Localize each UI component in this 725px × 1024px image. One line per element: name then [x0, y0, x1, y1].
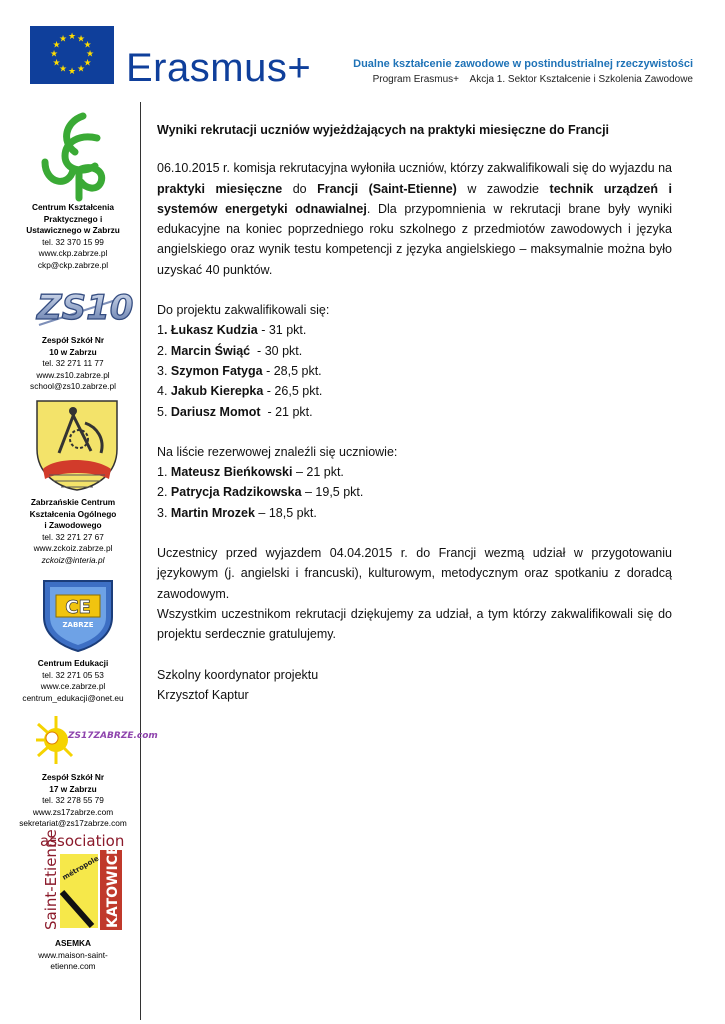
svg-text:★: ★	[52, 40, 61, 51]
svg-text:métropole: métropole	[61, 854, 101, 882]
svg-text:★: ★	[58, 64, 68, 75]
svg-text:ZS10: ZS10	[37, 288, 134, 328]
svg-text:Saint-Etienne: Saint-Etienne	[42, 829, 60, 930]
zckoiz-name: Zabrzańskie Centrum Kształcenia Ogólnego i Zawodowego	[29, 497, 117, 530]
page-title: Wyniki rekrutacji uczniów wyjeżdżających na praktyki miesięczne do Francji	[157, 123, 610, 137]
svg-text:★: ★	[76, 34, 86, 45]
svg-text:★: ★	[49, 49, 59, 60]
zs17-phone: tel. 32 278 55 79	[42, 795, 104, 805]
sidebar-divider	[140, 102, 141, 1020]
list-item: 1. Łukasz Kudzia - 31 pkt.	[157, 323, 307, 338]
ce-logo	[40, 577, 116, 653]
eu-flag-logo	[30, 26, 114, 84]
zs10-email[interactable]: school@zs10.zabrze.pl	[30, 381, 116, 391]
zckoiz-website[interactable]: www.zckoiz.zabrze.pl	[33, 543, 113, 553]
sidebar-block-zckoiz	[8, 497, 138, 566]
ce-name: Centrum Edukacji	[37, 658, 109, 668]
svg-text:★: ★	[67, 32, 77, 42]
zs10-logo	[33, 281, 134, 328]
project-title: Dualne kształcenie zawodowe w postindustrialnej rzeczywistości	[353, 58, 693, 70]
sidebar-block-ce	[8, 658, 138, 704]
svg-text:ZABRZE: ZABRZE	[62, 621, 94, 629]
list-item: 3. Martin Mrozek – 18,5 pkt.	[157, 505, 317, 520]
svg-text:KATOWICE: KATOWICE	[105, 845, 121, 928]
list-item: 5. Dariusz Momot - 21 pkt.	[157, 404, 313, 419]
svg-text:★: ★	[83, 58, 92, 69]
ce-phone: tel. 32 271 05 53	[42, 669, 104, 680]
zs17-email[interactable]: sekretariat@zs17zabrze.com	[19, 818, 127, 828]
intro-paragraph: 06.10.2015 r. komisja rekrutacyjna wyłoniła uczniów, którzy zakwalifikowali się do wyjazdu na praktyki miesięczne do Francji (Saint-Etienne) w zawodzie technik urządzeń i systemów energetyki odnawialnej. Dla przypomnienia w rekrutacji brane były wyniki edukacyjne na koniec poprzedniego roku szkolnego z przedmiotów zawodowych i języka angielskiego oraz wynik testu kompetencji z języka angielskiego – maksymalnie można było uzyskać 40 punktów.	[157, 161, 672, 277]
sidebar-block-asemka	[8, 938, 138, 973]
svg-text:association: association	[40, 832, 125, 850]
qualified-list	[157, 320, 672, 421]
zs17-name: Zespół Szkół Nr 17 w Zabrzu	[41, 772, 105, 794]
main-content	[157, 120, 672, 705]
erasmus-brand: Erasmus+	[126, 46, 312, 90]
zckoiz-email[interactable]: zckoiz@interia.pl	[41, 554, 105, 565]
svg-text:★: ★	[83, 40, 92, 51]
signature-role: Szkolny koordynator projektu	[157, 667, 319, 682]
list-item: 1. Mateusz Bieńkowski – 21 pkt.	[157, 465, 344, 480]
qualified-label: Do projektu zakwalifikowali się:	[157, 303, 330, 318]
reserve-label: Na liście rezerwowej znaleźli się uczniowie:	[157, 444, 398, 459]
zs10-phone: tel. 32 271 11 77	[42, 358, 104, 368]
svg-text:★: ★	[67, 67, 77, 77]
zckoiz-logo	[35, 399, 119, 491]
zs17-logo	[32, 712, 158, 768]
svg-text:ZS17ZABRZE.com: ZS17ZABRZE.com	[68, 731, 158, 741]
ckp-logo	[35, 112, 115, 200]
svg-text:★: ★	[76, 64, 86, 75]
zs17-website[interactable]: www.zs17zabrze.com	[32, 806, 114, 817]
list-item: 4. Jakub Kierepka - 26,5 pkt.	[157, 384, 323, 399]
ce-email[interactable]: centrum_edukacji@onet.eu	[22, 692, 124, 703]
zckoiz-phone: tel. 32 271 27 67	[42, 531, 104, 542]
svg-text:★: ★	[85, 49, 95, 60]
ckp-website[interactable]: www.ckp.zabrze.pl	[38, 248, 108, 258]
list-item: 3. Szymon Fatyga - 28,5 pkt.	[157, 363, 322, 378]
svg-text:★: ★	[52, 58, 61, 69]
sidebar-block-zs10	[8, 335, 138, 393]
ce-website[interactable]: www.ce.zabrze.pl	[40, 681, 106, 691]
asemka-website[interactable]: www.maison-saint-etienne.com	[38, 949, 108, 971]
program-subtitle: Program Erasmus+ Akcja 1. Sektor Kształcenie i Szkolenia Zawodowe	[372, 74, 693, 85]
asemka-logo	[34, 829, 125, 932]
zs10-website[interactable]: www.zs10.zabrze.pl	[36, 369, 110, 380]
zs10-name: Zespół Szkół Nr 10 w Zabrzu	[41, 335, 105, 357]
svg-text:CE: CE	[65, 597, 91, 618]
signature-name: Krzysztof Kaptur	[157, 687, 249, 702]
eu-stars-icon	[30, 26, 114, 84]
asemka-name: ASEMKA	[55, 938, 91, 948]
sidebar-block-zs17	[8, 772, 138, 830]
ckp-phone: tel. 32 370 15 99	[42, 236, 104, 247]
sidebar-block-ckp	[8, 202, 138, 271]
reserve-list	[157, 462, 672, 523]
closing-paragraph: Uczestnicy przed wyjazdem 04.04.2015 r. do Francji wezmą udział w przygotowaniu językowym (j. angielski i francuski), kulturowym, metodycznym oraz spotkaniu z doradcą zawodowym.	[157, 546, 672, 601]
thanks-paragraph: Wszystkim uczestnikom rekrutacji dziękujemy za udział, a tym którzy zakwalifikowali się do projektu serdecznie gratulujemy.	[157, 606, 672, 642]
ckp-name: Centrum Kształcenia Praktycznego i Ustawicznego w Zabrzu	[26, 202, 120, 235]
list-item: 2. Marcin Świąć - 30 pkt.	[157, 343, 303, 358]
list-item: 2. Patrycja Radzikowska – 19,5 pkt.	[157, 485, 364, 500]
svg-text:★: ★	[58, 34, 68, 45]
ckp-email[interactable]: ckp@ckp.zabrze.pl	[37, 259, 109, 270]
